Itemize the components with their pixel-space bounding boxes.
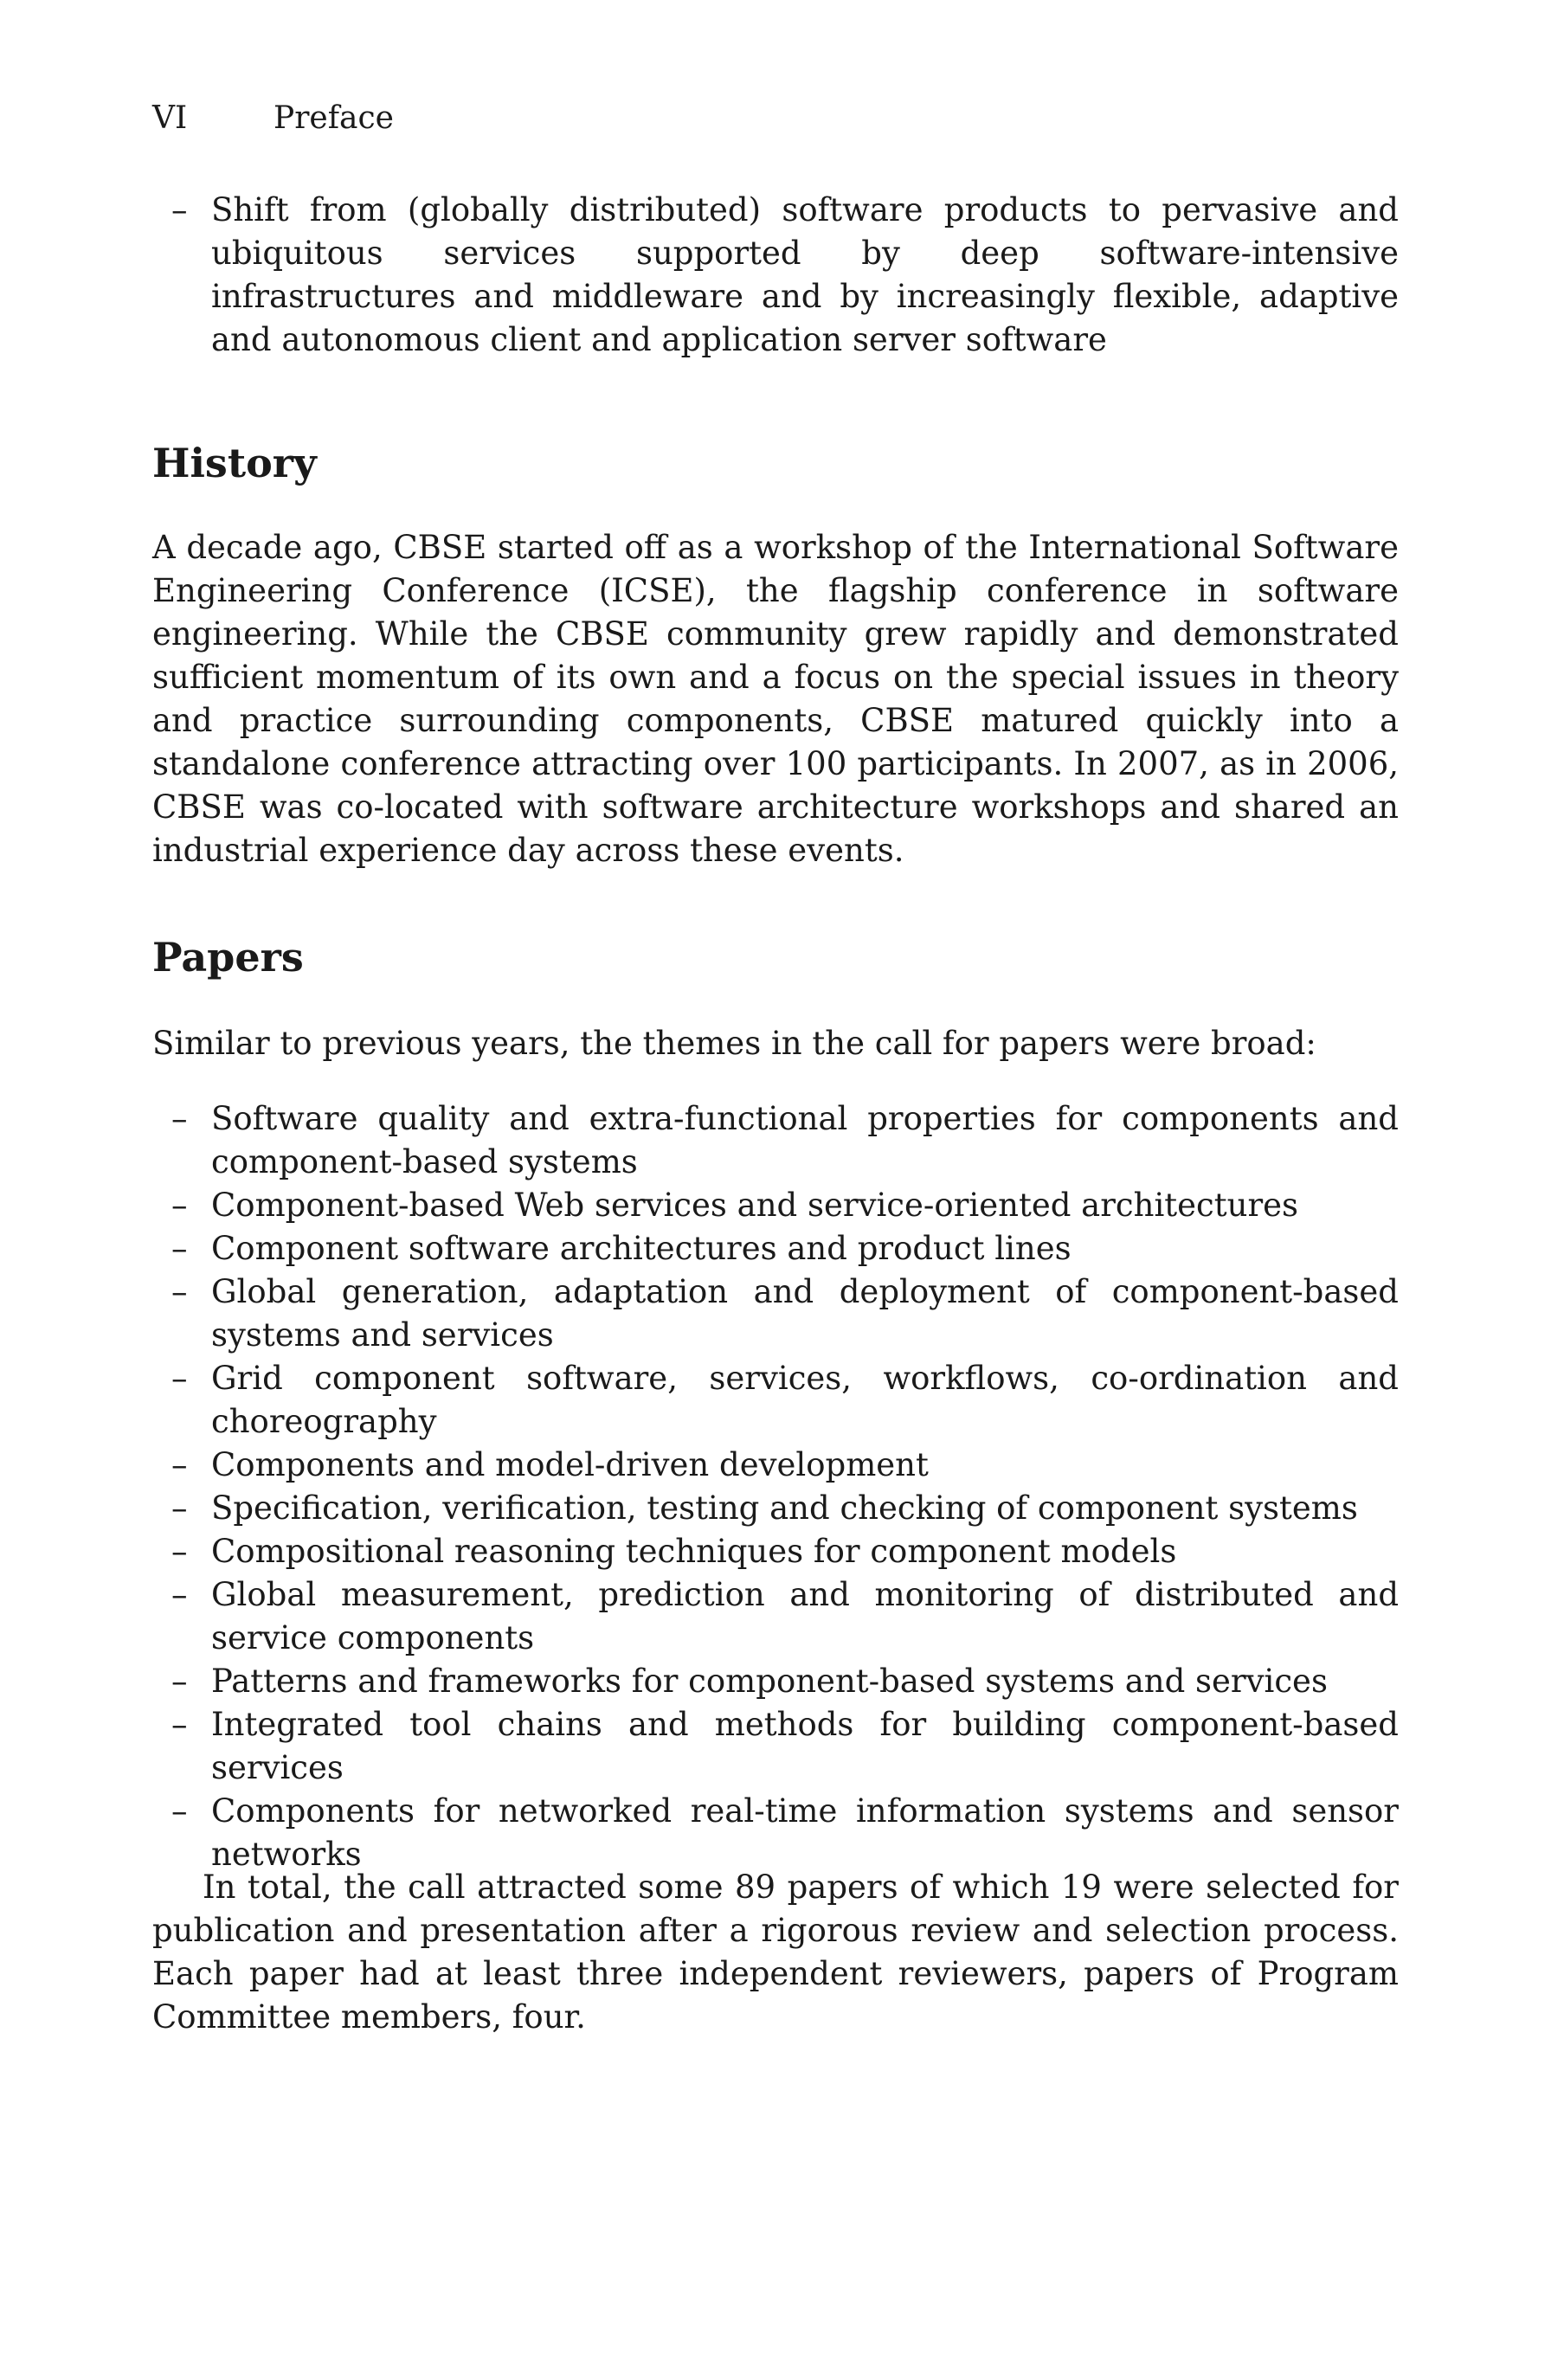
list-item-text: Compositional reasoning techniques for component models <box>211 1533 1177 1570</box>
list-item-text: Components for networked real-time information systems and sensor networks <box>211 1792 1399 1873</box>
list-dash: – <box>171 1273 188 1310</box>
closing-paragraph: In total, the call attracted some 89 papers of which 19 were selected for publication and presentation after a rigorous review and selection process. Each paper had at least three independent reviewers, papers of Program Committee members, four. <box>152 1869 1399 2036</box>
intro-list-block <box>152 189 1399 362</box>
list-item <box>152 1357 1399 1444</box>
list-item <box>152 189 1399 362</box>
closing-block <box>152 1866 1399 2039</box>
list-item <box>152 1487 1399 1530</box>
history-block <box>152 526 1399 872</box>
list-dash: – <box>171 1533 188 1570</box>
list-dash: – <box>171 1230 188 1267</box>
list-item-text: Component software architectures and product lines <box>211 1230 1072 1267</box>
intro-list <box>152 189 1399 362</box>
list-dash: – <box>171 1100 188 1137</box>
list-item-text: Shift from (globally distributed) software products to pervasive and ubiquitous services supported by deep software-intensive infrastructures and middleware and by increasingly flexible, adaptive and autonomous client and application server software <box>211 191 1399 358</box>
list-item <box>152 1573 1399 1660</box>
list-dash: – <box>171 1663 188 1700</box>
list-item <box>152 1184 1399 1227</box>
list-item-text: Specification, verification, testing and checking of component systems <box>211 1489 1358 1527</box>
list-dash: – <box>171 1706 188 1743</box>
list-dash: – <box>171 191 188 228</box>
themes-block <box>152 1097 1399 1876</box>
papers-lead-block <box>152 1022 1399 1065</box>
list-dash: – <box>171 1792 188 1830</box>
running-head <box>152 97 394 140</box>
book-page <box>152 0 1399 2380</box>
list-item <box>152 1703 1399 1790</box>
page-number: VI <box>152 100 188 136</box>
running-title: Preface <box>274 100 394 136</box>
list-item <box>152 1097 1399 1184</box>
themes-list <box>152 1097 1399 1876</box>
list-item-text: Global measurement, prediction and monitoring of distributed and service components <box>211 1576 1399 1656</box>
list-item-text: Component-based Web services and service-oriented architectures <box>211 1187 1299 1224</box>
list-item <box>152 1444 1399 1487</box>
list-item <box>152 1660 1399 1703</box>
history-heading: History <box>152 440 317 486</box>
list-item-text: Components and model-driven development <box>211 1446 929 1483</box>
history-paragraph: A decade ago, CBSE started off as a workshop of the International Software Engineering Conference (ICSE), the flagship conference in software engineering. While the CBSE community grew rapidly and demonstrated sufficient momentum of its own and a focus on the special issues in theory and practice surrounding components, CBSE matured quickly into a standalone conference attracting over 100 participants. In 2007, as in 2006, CBSE was co-located with software architecture workshops and shared an industrial experience day across these events. <box>152 529 1399 869</box>
list-item <box>152 1790 1399 1876</box>
papers-lead: Similar to previous years, the themes in the call for papers were broad: <box>152 1025 1316 1062</box>
papers-heading: Papers <box>152 934 304 981</box>
list-item-text: Patterns and frameworks for component-based systems and services <box>211 1663 1328 1700</box>
list-item-text: Software quality and extra-functional properties for components and component-based systems <box>211 1100 1399 1180</box>
list-dash: – <box>171 1576 188 1613</box>
list-dash: – <box>171 1446 188 1483</box>
list-dash: – <box>171 1187 188 1224</box>
list-item-text: Global generation, adaptation and deployment of component-based systems and services <box>211 1273 1399 1354</box>
list-dash: – <box>171 1489 188 1527</box>
list-dash: – <box>171 1360 188 1397</box>
list-item-text: Integrated tool chains and methods for building component-based services <box>211 1706 1399 1786</box>
list-item-text: Grid component software, services, workflows, co-ordination and choreography <box>211 1360 1399 1440</box>
list-item <box>152 1227 1399 1270</box>
list-item <box>152 1530 1399 1573</box>
list-item <box>152 1270 1399 1357</box>
